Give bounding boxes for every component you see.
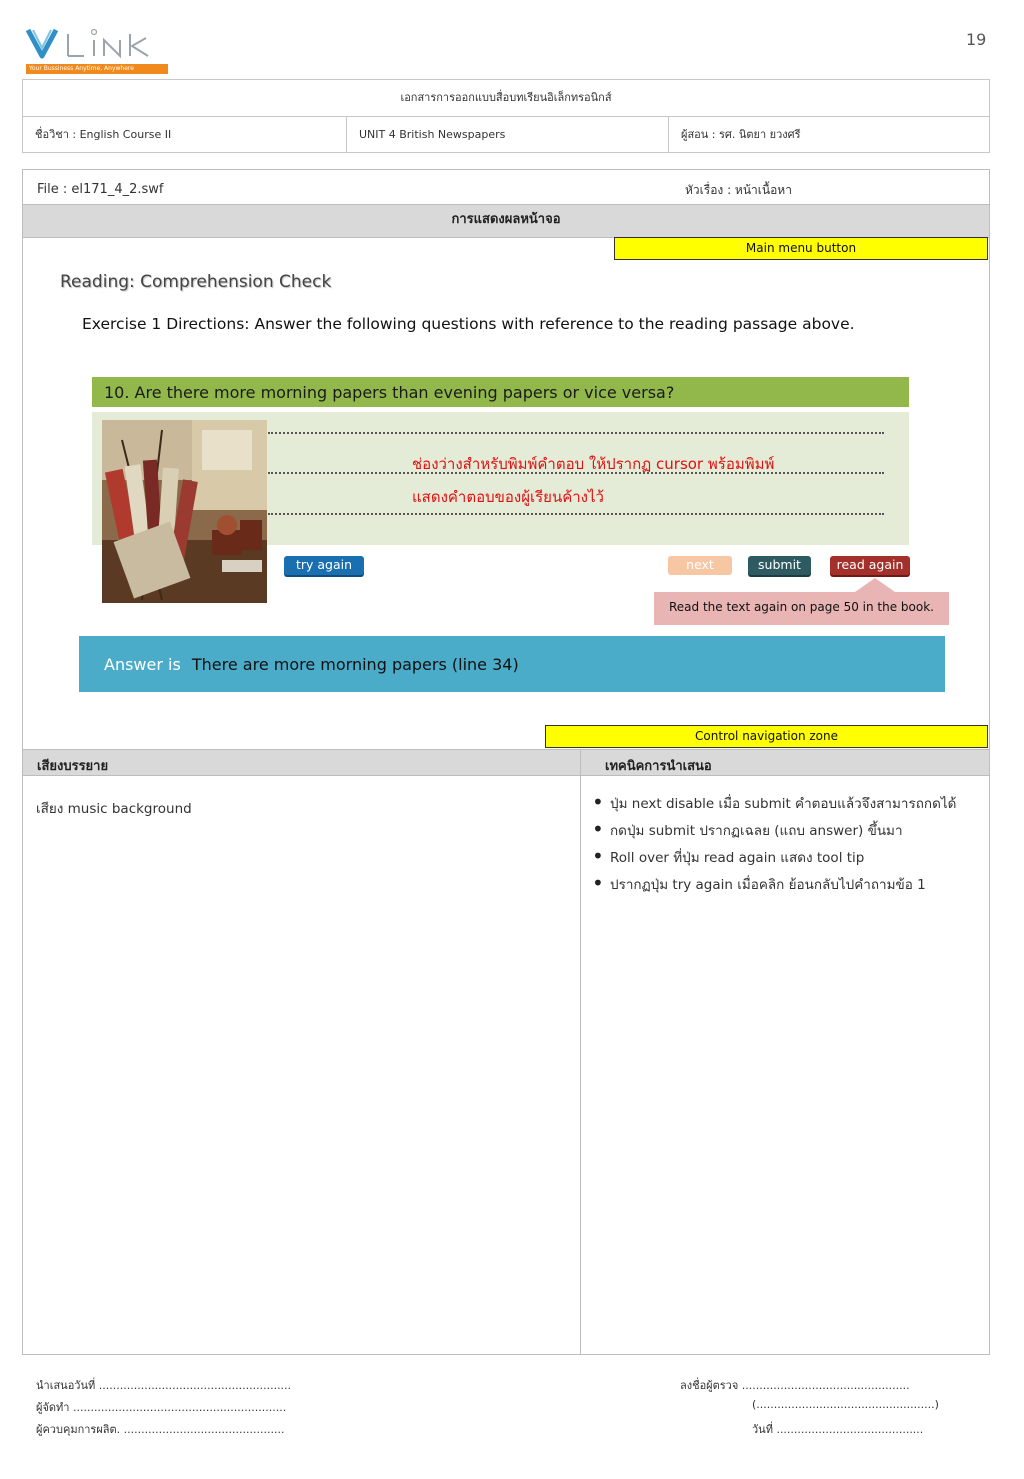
read-again-tooltip: Read the text again on page 50 in the book. <box>654 592 949 625</box>
review-date: วันที่ .......................................... <box>752 1423 924 1436</box>
tooltip-arrow <box>855 578 895 592</box>
display-section-title: การแสดงผลหน้าจอ <box>23 204 989 238</box>
technique-list <box>592 792 984 900</box>
technique-item: • กดปุ่ม submit ปรากฏเฉลย (แถบ answer) ขึ้นมา <box>592 819 984 846</box>
narration-text: เสียง music background <box>36 801 192 817</box>
answer-line-1[interactable] <box>268 432 884 434</box>
next-button[interactable]: next <box>668 556 732 575</box>
submit-button[interactable]: submit <box>748 556 811 575</box>
technique-item: • ปรากฏปุ่ม try again เมื่อคลิก ย้อนกลับไปคำถามข้อ 1 <box>592 873 984 900</box>
file-label: File : el171_4_2.swf <box>37 182 164 197</box>
course-name: ชื่อวิชา : English Course II <box>23 116 347 153</box>
answer-field-note-2: แสดงคำตอบของผู้เรียนค้างไว้ <box>412 488 604 506</box>
main-menu-annotation: Main menu button <box>614 237 988 260</box>
column-divider <box>580 749 581 1354</box>
read-again-button[interactable]: read again <box>830 556 910 575</box>
answer-bar <box>79 636 945 692</box>
logo-tagline: Your Bussiness Anytime, Anywhere <box>26 64 168 74</box>
answer-field-note: ช่องว่างสำหรับพิมพ์คำตอบ ให้ปรากฏ cursor พร้อมพิมพ์ <box>412 455 775 473</box>
topic-label: หัวเรื่อง : หน้าเนื้อหา <box>685 183 792 197</box>
reviewer-signature: ลงชื่อผู้ตรวจ ................................................ <box>680 1379 910 1392</box>
logo-mark <box>24 24 174 64</box>
file-row <box>23 170 989 204</box>
technique-item: • ปุ่ม next disable เมื่อ submit คำตอบแล้วจึงสามารถกดได้ <box>592 792 984 819</box>
answer-line-3[interactable] <box>268 513 884 515</box>
lower-section-header <box>23 749 989 776</box>
vlink-logo <box>24 24 174 76</box>
unit-name: UNIT 4 British Newspapers <box>347 116 669 153</box>
newspaper-stand-photo <box>102 420 267 603</box>
reviewer-name: (...................................................) <box>752 1398 939 1411</box>
producer: ผู้จัดทำ ............................................................. <box>36 1401 287 1414</box>
document-header <box>22 79 990 153</box>
control-navigation-annotation: Control navigation zone <box>545 725 988 748</box>
document-title: เอกสารการออกแบบสื่อบทเรียนอิเล็กทรอนิกส์ <box>23 80 989 117</box>
instructor-name: ผู้สอน : รศ. นิตยา ยวงศรี <box>681 128 801 141</box>
answer-value: There are more morning papers (line 34) <box>191 655 519 674</box>
reading-title: Reading: Comprehension Check <box>60 272 332 292</box>
answer-label: Answer is <box>104 655 181 674</box>
exercise-directions: Exercise 1 Directions: Answer the following questions with reference to the reading passage above. <box>82 315 855 333</box>
narration-header: เสียงบรรยาย <box>37 759 109 774</box>
presented-date: นำเสนอวันที่ ....................................................... <box>36 1379 292 1392</box>
page-number: 19 <box>966 30 987 49</box>
question-bar: 10. Are there more morning papers than evening papers or vice versa? <box>92 377 909 407</box>
technique-item: • Roll over ที่ปุ่ม read again แสดง tool tip <box>592 846 984 873</box>
try-again-button[interactable]: try again <box>284 556 364 575</box>
supervisor: ผู้ควบคุมการผลิต. .............................................. <box>36 1423 285 1436</box>
technique-header: เทคนิคการนำเสนอ <box>605 759 712 774</box>
